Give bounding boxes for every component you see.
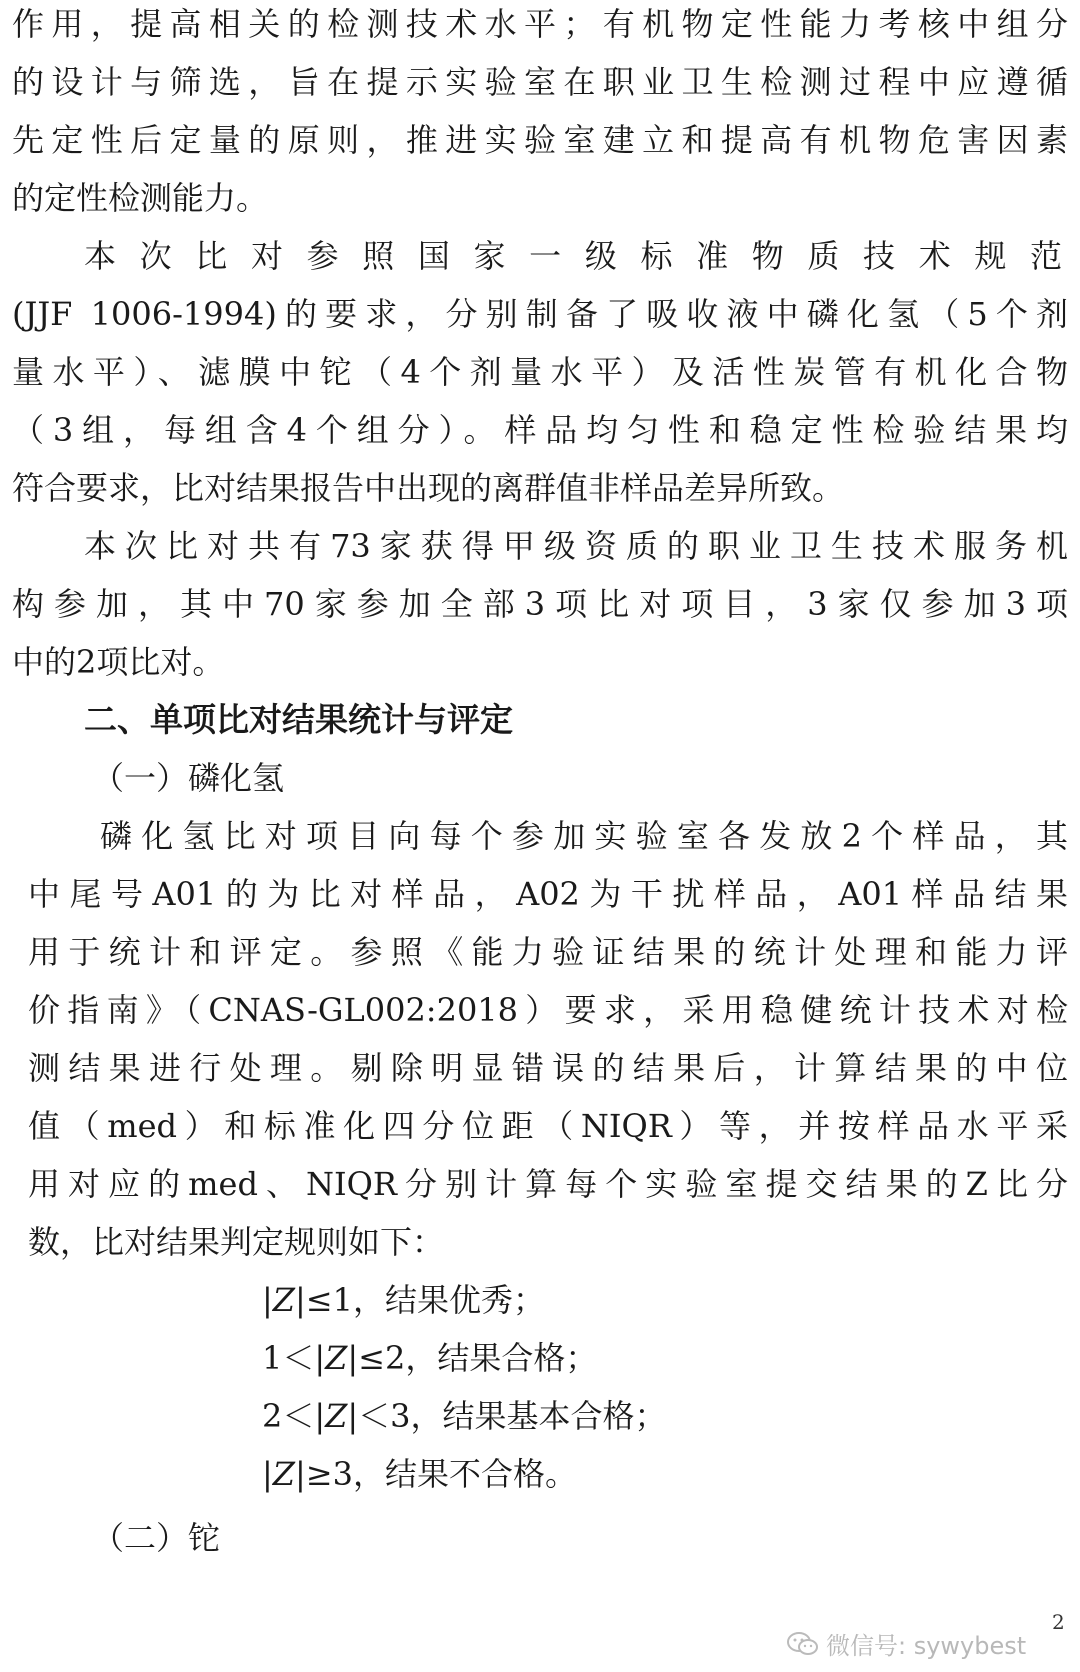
wechat-icon	[786, 1631, 820, 1657]
text-line: 值（med）和标准化四分位距（NIQR）等，并按样品水平采	[28, 1107, 1068, 1145]
text-line: 作用，提高相关的检测技术水平；有机物定性能力考核中组分	[12, 5, 1068, 43]
text-line: 中尾号A01的为比对样品，A02为干扰样品，A01样品结果	[28, 875, 1068, 913]
z-symbol: Z	[325, 1397, 348, 1435]
text-line: 用于统计和评定。参照《能力验证结果的统计处理和能力评	[28, 933, 1068, 971]
subsection-heading: （一）磷化氢	[92, 759, 285, 797]
rule-text: |≥3，结果不合格。	[295, 1455, 577, 1493]
text-line: (JJF 1006-1994)的要求，分别制备了吸收液中磷化氢（5个剂	[12, 295, 1068, 333]
z-symbol: Z	[272, 1455, 296, 1493]
text-line: 本次比对参照国家一级标准物质技术规范	[84, 237, 1068, 275]
watermark-text: 微信号: sywybest	[826, 1632, 1027, 1660]
text-line: 用对应的med、NIQR分别计算每个实验室提交结果的Z比分	[28, 1165, 1068, 1203]
rule-pass	[262, 1338, 597, 1378]
rule-text: |≤1，结果优秀；	[295, 1281, 545, 1319]
text-line: 构参加，其中70家参加全部3项比对项目，3家仅参加3项	[12, 585, 1068, 623]
section-heading: 二、单项比对结果统计与评定	[84, 700, 513, 739]
subsection-heading: （二）铊	[92, 1519, 221, 1557]
rule-basic-pass	[262, 1396, 667, 1436]
text-line: 中的2项比对。	[12, 643, 225, 681]
rule-text: |≤2，结果合格；	[347, 1339, 598, 1377]
text-line: 价指南》（CNAS-GL002:2018）要求，采用稳健统计技术对检	[28, 991, 1068, 1029]
text-line: 符合要求，比对结果报告中出现的离群值非样品差异所致。	[12, 469, 845, 507]
text-line: 的定性检测能力。	[12, 179, 269, 217]
text-line: 磷化氢比对项目向每个参加实验室各发放2个样品，其	[100, 817, 1068, 855]
text-line: （3组，每组含4个组分）。样品均匀性和稳定性检验结果均	[12, 411, 1068, 449]
rule-prefix: |	[262, 1455, 273, 1493]
rule-prefix: 1＜|	[262, 1339, 326, 1377]
text-line: 先定性后定量的原则，推进实验室建立和提高有机物危害因素	[12, 121, 1068, 159]
text-line: 的设计与筛选，旨在提示实验室在职业卫生检测过程中应遵循	[12, 63, 1068, 101]
page-number: 2	[1052, 1610, 1065, 1634]
rule-excellent	[262, 1280, 545, 1320]
z-symbol: Z	[272, 1281, 296, 1319]
wechat-watermark	[786, 1626, 1026, 1661]
rule-fail	[262, 1454, 577, 1494]
text-line: 测结果进行处理。剔除明显错误的结果后，计算结果的中位	[28, 1049, 1068, 1087]
z-symbol: Z	[325, 1339, 348, 1377]
text-line: 量水平）、滤膜中铊（4个剂量水平）及活性炭管有机化合物	[12, 353, 1068, 391]
text-line: 本次比对共有73家获得甲级资质的职业卫生技术服务机	[84, 527, 1068, 565]
rule-text: |＜3，结果基本合格；	[347, 1397, 667, 1435]
rule-prefix: 2＜|	[262, 1397, 326, 1435]
text-line: 数，比对结果判定规则如下：	[28, 1223, 445, 1261]
rule-prefix: |	[262, 1281, 273, 1319]
